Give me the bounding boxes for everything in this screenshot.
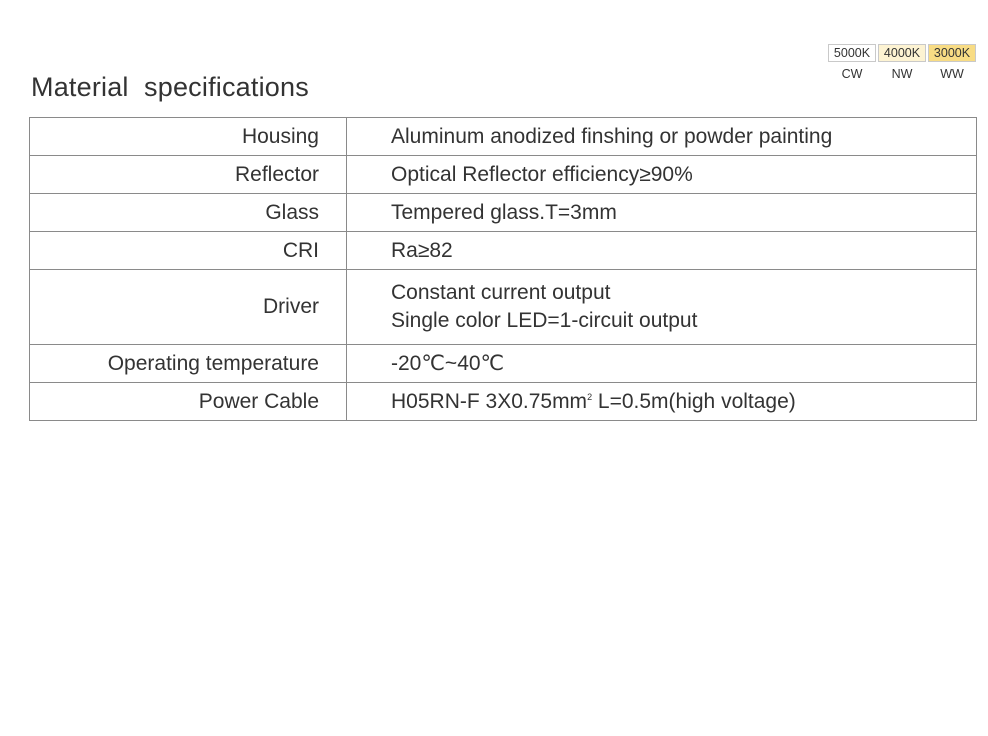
table-row [30,118,977,156]
table-row [30,194,977,232]
spec-value-glass: Tempered glass.T=3mm [347,194,977,232]
table-row [30,156,977,194]
spec-value-temperature: -20℃~40℃ [347,345,977,383]
table-row [30,270,977,345]
spec-value-driver [347,270,977,345]
page-title: Material specifications [31,72,309,102]
spec-label-driver: Driver [30,270,347,345]
cct-chip-4000k: 4000K [878,44,926,62]
spec-label-housing: Housing [30,118,347,156]
table-row [30,345,977,383]
cct-code-row [828,62,976,81]
driver-line-2: Single color LED=1-circuit output [391,309,698,332]
cct-code-nw: NW [891,67,913,81]
cct-code-cw: CW [841,67,863,81]
table-row [30,232,977,270]
spec-label-cri: CRI [30,232,347,270]
table-row [30,383,977,421]
cct-chip-3000k: 3000K [928,44,976,62]
cct-chip-5000k: 5000K [828,44,876,62]
cable-value-prefix: H05RN-F 3X0.75mm [391,389,588,413]
spec-label-temperature: Operating temperature [30,345,347,383]
spec-value-cri: Ra≥82 [347,232,977,270]
color-temperature-legend [828,44,976,81]
cable-value-superscript: 2 [587,391,593,402]
spec-value-reflector: Optical Reflector efficiency≥90% [347,156,977,194]
cable-value-suffix: L=0.5m(high voltage) [592,389,796,413]
spec-value-cable [347,383,977,421]
spec-table [29,117,977,421]
spec-value-housing: Aluminum anodized finshing or powder painting [347,118,977,156]
cct-code-ww: WW [940,67,964,81]
spec-label-glass: Glass [30,194,347,232]
driver-line-1: Constant current output [391,281,611,304]
cct-kelvin-row [828,44,976,62]
spec-label-reflector: Reflector [30,156,347,194]
spec-label-cable: Power Cable [30,383,347,421]
